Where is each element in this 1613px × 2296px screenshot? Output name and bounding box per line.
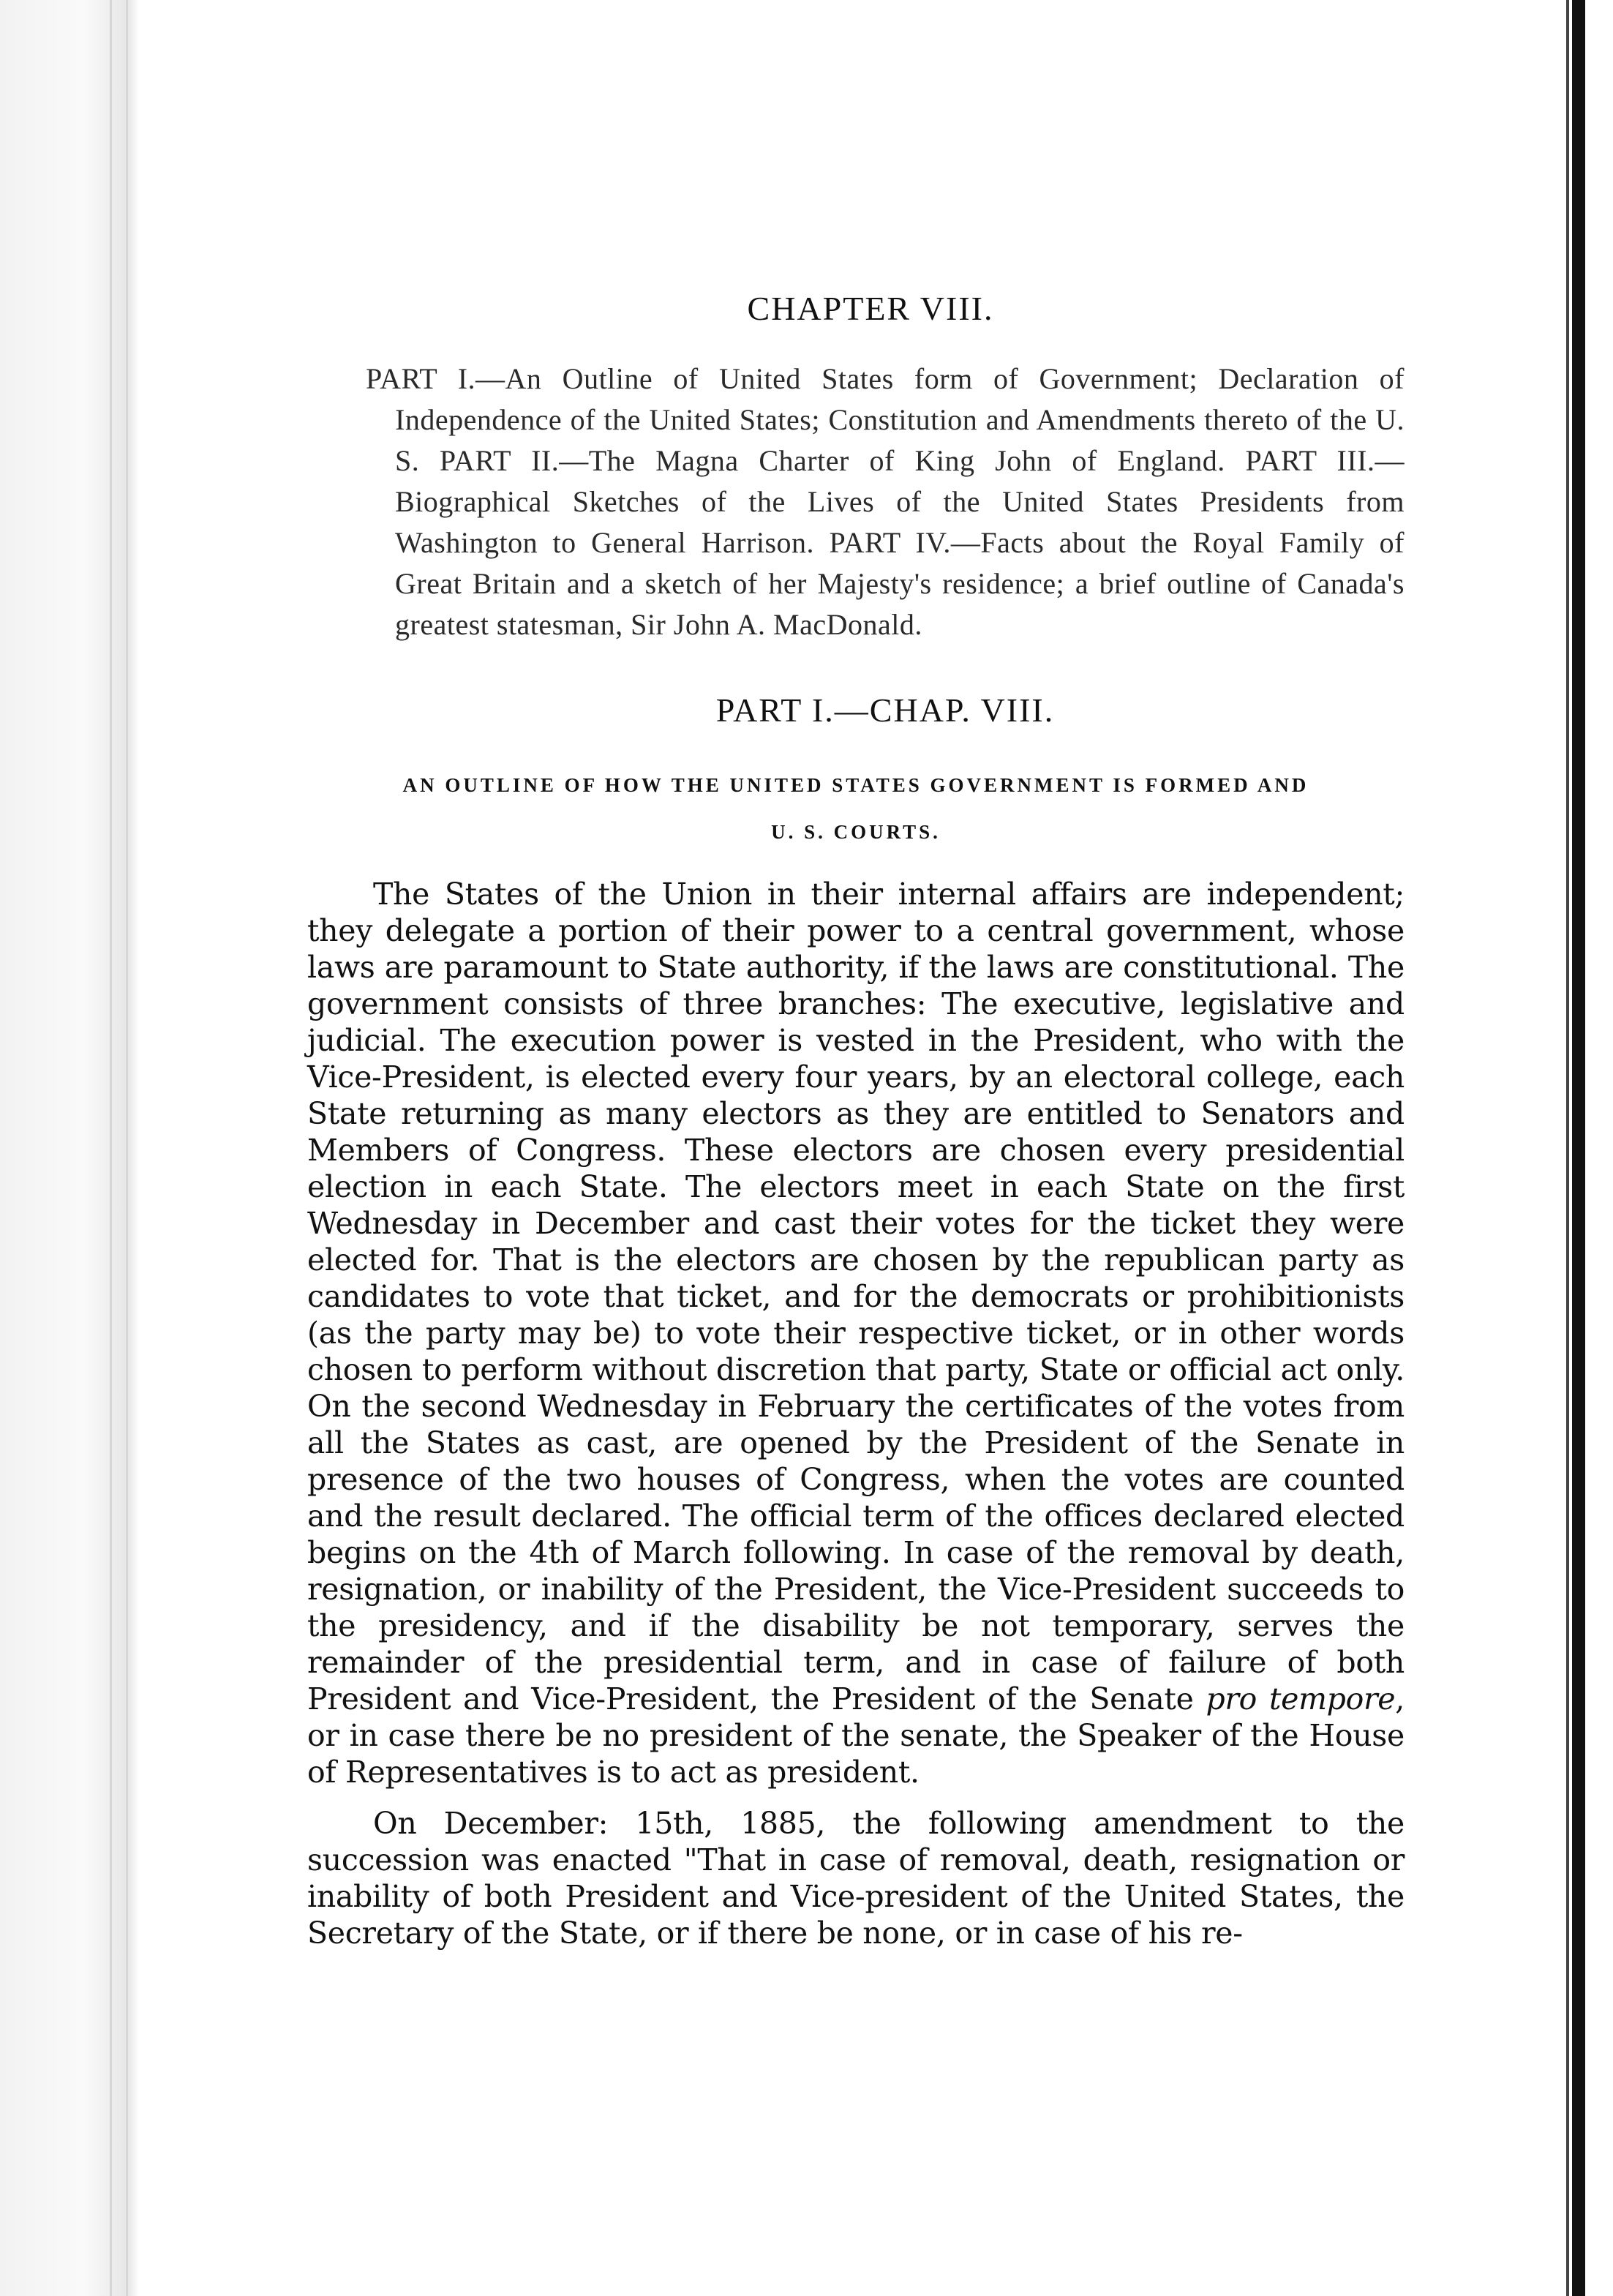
binding-line <box>1566 0 1569 2296</box>
body-paragraph <box>307 876 1405 1790</box>
chapter-summary: PART I.—An Outline of United States form of Government; Declaration of Independence of the United States; Constitution and Amendments thereto of the U. S. PART II.—The Magna Charter of King John of England. PART III.—Biographical Sketches of the Lives of the United States Presidents from Washington to General Harrison. PART IV.—Facts about the Royal Family of Great Britain and a sketch of her Majesty's residence; a brief outline of Canada's greatest statesman, Sir John A. MacDonald. <box>366 362 1405 641</box>
body-paragraph: On December: 15th, 1885, the following amendment to the succession was enacted "That in case of removal, death, resignation or inability of both President and Vice-president of the United States, the Secretary of the State, or if there be none, or in case of his re- <box>307 1806 1405 1951</box>
section-heading-line: AN OUTLINE OF HOW THE UNITED STATES GOVERNMENT IS FORMED AND <box>402 774 1309 796</box>
section-heading <box>307 762 1405 855</box>
document-page <box>307 289 1405 1966</box>
chapter-title: CHAPTER VIII. <box>747 290 994 327</box>
paragraph-text: The States of the Union in their internal affairs are independent; they delegate a portion of their power to a central government, whose laws are paramount to State authority, if the laws are constitutional. The government consists of three branches: The executive, legislative and judicial. The execution power is vested in the President, who with the Vice-President, is elected every four years, by an electoral college, each State returning as many electors as they are entitled to Senators and Members of Congress. These electors are chosen every presidential election in each State. The electors meet in each State on the first Wednesday in December and cast their votes for the ticket they were elected for. That is the electors are chosen by the republican party as candidates to vote that ticket, and for the democrats or prohibitionists (as the party may be) to vote their respective ticket, or in other words chosen to perform without discretion that party, State or official act only. On the second Wednesday in February the certificates of the votes from all the States as cast, are opened by the President of the Senate in presence of the two houses of Congress, when the votes are counted and the result declared. The official term of the offices declared elected begins on the 4th of March following. In case of the removal by death, resignation, or inability of the President, the Vice-President succeeds to the presidency, and if the disability be not temporary, serves the remainder of the presidential term, and in case of failure of both President and Vice-President, the President of the Senate <box>307 877 1405 1717</box>
paragraph-text: , or in case there be no president of the senate, the Speaker of the House of Representatives is to act as president. <box>307 1681 1405 1790</box>
section-heading-line: U. S. COURTS. <box>771 821 941 843</box>
page-edge-stripe <box>110 0 112 2296</box>
page-edge-left <box>0 0 139 2296</box>
binding-bar <box>1572 0 1585 2296</box>
italic-phrase: pro tempore <box>1206 1681 1396 1717</box>
part-heading: PART I.—CHAP. VIII. <box>715 691 1055 729</box>
page-edge-stripe <box>126 0 128 2296</box>
